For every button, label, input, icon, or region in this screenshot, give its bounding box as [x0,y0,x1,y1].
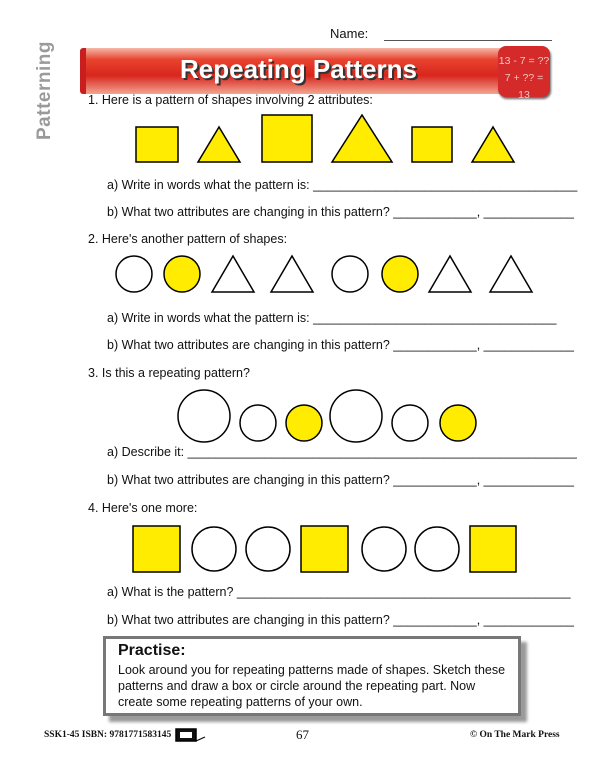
small-yellow-circle [440,405,476,441]
badge-line-1: 13 - 7 = ?? [498,55,550,67]
pattern-3 [178,390,476,442]
small-triangle [198,127,240,162]
small-yellow-circle [286,405,322,441]
footer-copyright: © On The Mark Press [470,730,560,740]
question-2-prompt: 2. Here's another pattern of shapes: [88,232,288,246]
pattern-4 [133,526,516,572]
section-side-label: Patterning [34,41,55,140]
white-triangle [271,256,313,292]
small-square [412,127,452,162]
yellow-circle [382,256,418,292]
reproducible-icon [176,729,205,741]
white-triangle [212,256,254,292]
badge-line-2: 7 + ?? = 13 [504,72,544,101]
question-3a: a) Describe it: ________________________________________________________ [107,445,577,459]
pattern-2 [116,256,532,292]
question-1a: a) Write in words what the pattern is: ______________________________________ [107,178,578,192]
yellow-square [470,526,516,572]
question-4-prompt: 4. Here's one more: [88,501,198,515]
large-white-circle [178,390,230,442]
small-triangle [472,127,514,162]
page-number: 67 [296,727,309,742]
practise-box [103,636,521,716]
large-white-circle [330,390,382,442]
footer-code: SSK1-45 ISBN: 9781771583145 [44,730,172,740]
question-3-prompt: 3. Is this a repeating pattern? [88,366,250,380]
large-triangle [332,115,392,162]
white-circle [362,527,406,571]
small-white-circle [240,405,276,441]
question-4a: a) What is the pattern? ________________________________________________ [107,585,571,599]
page-title: Repeating Patterns [180,54,417,84]
yellow-square [133,526,180,572]
question-1-prompt: 1. Here is a pattern of shapes involving 2 attributes: [88,93,373,107]
white-circle [116,256,152,292]
question-4b: b) What two attributes are changing in this pattern? ____________, _____________ [107,613,575,627]
white-circle [192,527,236,571]
white-circle [415,527,459,571]
question-1b: b) What two attributes are changing in this pattern? ____________, _____________ [107,205,575,219]
white-circle [332,256,368,292]
practise-text: Look around you for repeating patterns made of shapes. Sketch these patterns and draw a box or circle around the repeating part. Now create some repeating patterns of your own. [118,663,506,709]
white-triangle [429,256,471,292]
yellow-square [301,526,348,572]
yellow-circle [164,256,200,292]
name-label: Name: [330,26,369,41]
question-3b: b) What two attributes are changing in this pattern? ____________, _____________ [107,473,575,487]
white-triangle [490,256,532,292]
question-2a: a) Write in words what the pattern is: ___________________________________ [107,311,557,325]
small-square [136,127,178,162]
question-2b: b) What two attributes are changing in this pattern? ____________, _____________ [107,338,575,352]
practise-title: Practise: [118,642,186,659]
pattern-1 [136,115,514,162]
white-circle [246,527,290,571]
small-white-circle [392,405,428,441]
large-square [262,115,312,162]
